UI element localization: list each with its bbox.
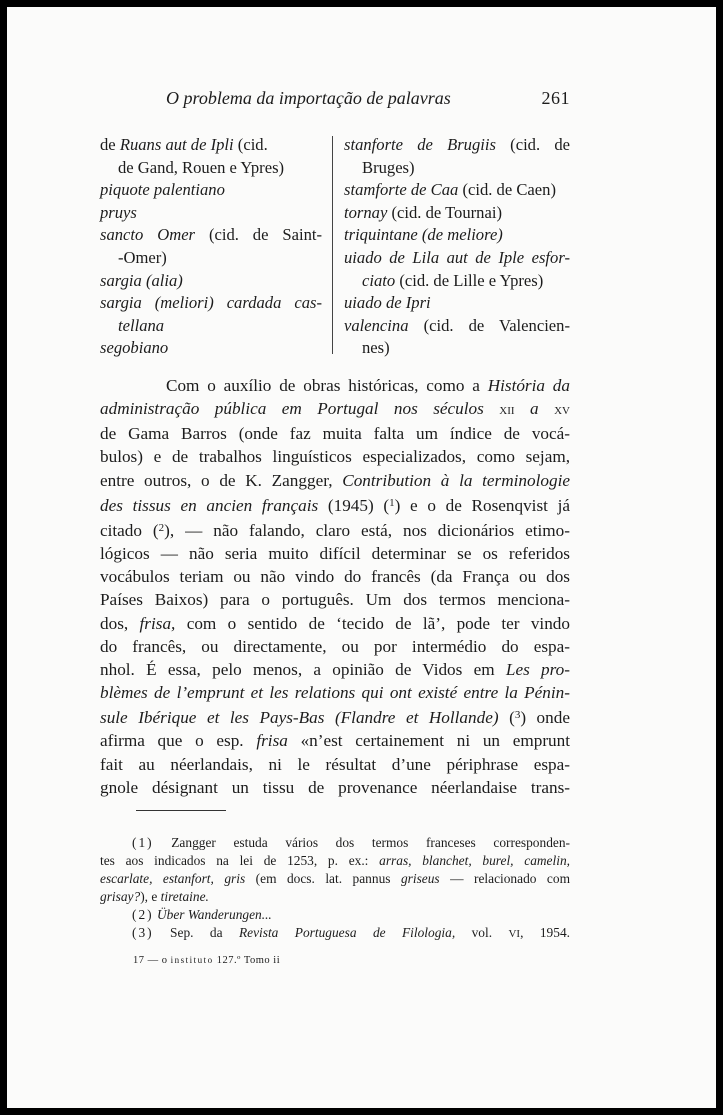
footnote-1: (1) Zangger estuda vários dos termos franceses corresponden-: [132, 835, 570, 850]
footnotes: (1) Zangger estuda vários dos termos franceses corresponden- tes aos indicados na lei de 1253, p. ex.: arras, blanchet, burel, camelin, escarlate, estanfort, gris (em docs. lat. pannus griseus — relacionado com grisay?), e tiretaine. (2) Über Wanderungen... (3) Sep. da Revista Portuguesa de Filologia, vol. vi, 1954.: [100, 835, 570, 942]
list-item: sancto Omer (cid. de Saint- -Omer): [100, 225, 322, 267]
list-item: sargia (alia): [100, 270, 183, 290]
list-item: uiado de Lila aut de Iple esfor- ciato (cid. de Lille e Ypres): [344, 247, 570, 290]
word-list-right-column: [344, 134, 570, 360]
footnote-3: (3) Sep. da Revista Portuguesa de Filologia, vol. vi, 1954.: [132, 925, 570, 942]
footnote-2: (2) Über Wanderungen...: [132, 907, 272, 923]
running-header: [166, 88, 570, 109]
list-item: valencina (cid. de Valencien- nes): [344, 315, 570, 358]
word-list-left-column: [100, 134, 322, 360]
page-number: 261: [541, 88, 570, 108]
list-item: segobiano: [100, 338, 169, 358]
running-title: O problema da importação de palavras: [166, 88, 451, 108]
list-item: stamforte de Caa (cid. de Caen): [344, 180, 556, 200]
printer-signature: 17 — o instituto 127.º Tomo ii: [133, 955, 281, 966]
list-item: triquintane (de meliore): [344, 225, 503, 245]
list-item: stanforte de Brugiis (cid. de Bruges): [344, 135, 571, 177]
list-item: tornay (cid. de Tournai): [344, 202, 502, 222]
list-item: sargia (meliori) cardada cas- tellana: [100, 293, 322, 335]
list-item: uiado de Ipri: [344, 293, 431, 313]
list-item: pruys: [100, 202, 137, 222]
list-item: piquote palentiano: [100, 180, 225, 200]
footnote-ref: 1: [389, 496, 395, 509]
footnote-ref: 3: [514, 709, 521, 722]
column-divider: [332, 136, 333, 354]
list-item: de Ruans aut de Ipli (cid. de Gand, Rouen e Ypres): [100, 135, 285, 177]
footnote-divider: [136, 810, 226, 811]
body-paragraph: Com o auxílio de obras históricas, como a História da administração pública em Portugal nos séculos xii a xv de Gama Barros (onde faz muita falta um índice de vocá- bulos) e de trabalhos linguísticos especializados, como sejam, entre outros, o de K. Zangger, Contribution à la terminologie des tissus en ancien français (1945) ($^1$) e o de Rosenqvist já citado ($^2$), — não falando, claro está, nos dicionários etimo- lógicos — não seria muito difícil determinar se os referidos vocábulos teriam ou não vindo do francês (da França ou dos Países Baixos) para o português. Um dos termos menciona- dos, frisa, com o sentido de ‘tecido de lã’, pode ter vindo do francês, ou directamente, ou por intermédio do espa- nhol. É essa, pelo menos, a opinião de Vidos em Les pro- blèmes de l’emprunt et les relations qui ont existé entre la Pénin- sule Ibérique et les Pays-Bas (Flandre et Hollande) ($^3$) onde afirma que o esp. frisa «n’est certainement ni un emprunt fait au néerlandais, ni le résultat d’une périphrase espa- gnole désignant un tissu de provenance néerlandaise trans-: [100, 376, 571, 797]
footnote-ref: 2: [158, 521, 165, 534]
